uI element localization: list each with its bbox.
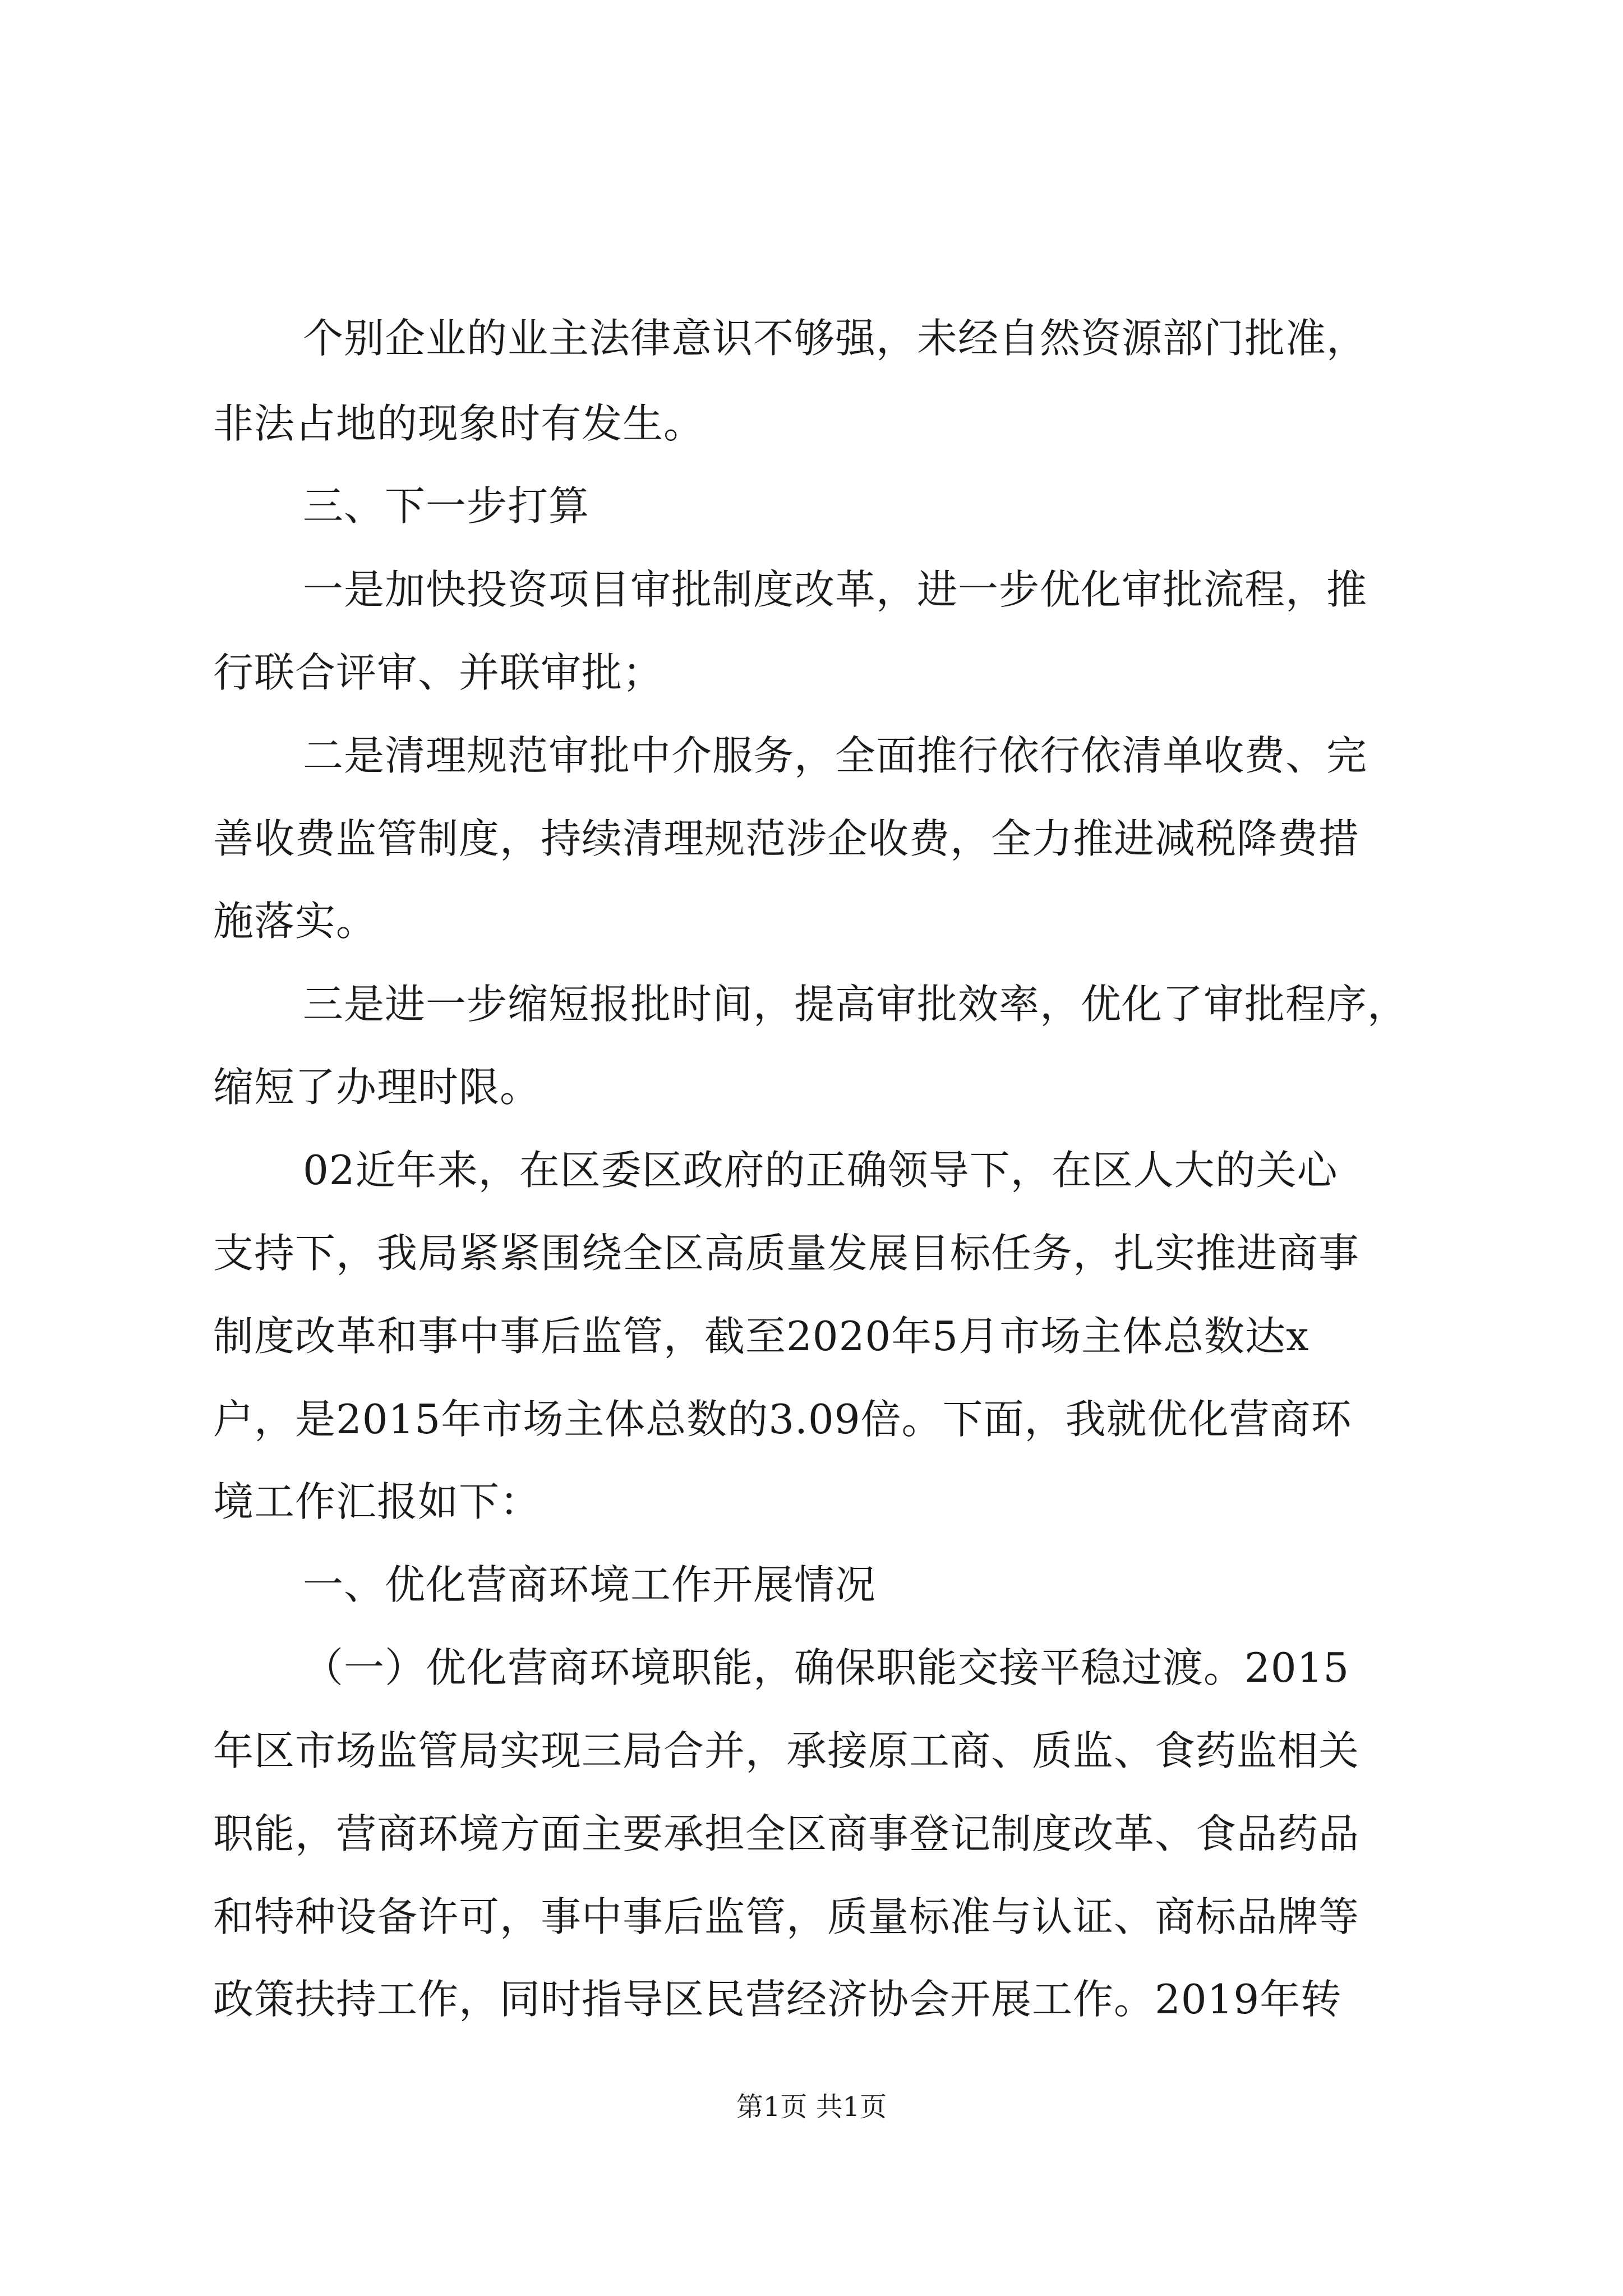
text-line: 三是进一步缩短报批时间，提高审批效率，优化了审批程序， (303, 981, 1409, 1028)
text-line: 支持下，我局紧紧围绕全区高质量发展目标任务，扎实推进商事 (213, 1230, 1360, 1277)
text-line: 缩短了办理时限。 (213, 1064, 541, 1111)
text-line: 02近年来，在区委区政府的正确领导下，在区人大的关心 (303, 1147, 1338, 1194)
text-line: （一）优化营商环境职能，确保职能交接平稳过渡。2015 (303, 1644, 1350, 1691)
text-line: 制度改革和事中事后监管，截至2020年5月市场主体总数达x (213, 1313, 1310, 1360)
page-footer: 第1页 共1页 (736, 2091, 887, 2123)
text-line: 和特种设备许可，事中事后监管，质量标准与认证、商标品牌等 (213, 1893, 1360, 1940)
section-heading: 一、优化营商环境工作开展情况 (303, 1561, 877, 1608)
text-line: 施落实。 (213, 898, 377, 945)
text-line: 境工作汇报如下： (213, 1478, 541, 1525)
text-line: 年区市场监管局实现三局合并，承接原工商、质监、食药监相关 (213, 1727, 1360, 1774)
text-line: 户，是2015年市场主体总数的3.09倍。下面，我就优化营商环 (213, 1396, 1352, 1443)
text-line: 职能，营商环境方面主要承担全区商事登记制度改革、食品药品 (213, 1810, 1360, 1857)
text-line: 行联合评审、并联审批； (213, 649, 664, 696)
section-heading: 三、下一步打算 (303, 482, 590, 530)
text-line: 个别企业的业主法律意识不够强，未经自然资源部门批准， (303, 315, 1368, 362)
text-line: 非法占地的现象时有发生。 (213, 400, 705, 447)
text-line: 一是加快投资项目审批制度改革，进一步优化审批流程，推 (303, 566, 1368, 613)
text-line: 二是清理规范审批中介服务，全面推行依行依清单收费、完 (303, 732, 1368, 779)
text-line: 善收费监管制度，持续清理规范涉企收费，全力推进减税降费措 (213, 815, 1360, 862)
text-line: 政策扶持工作，同时指导区民营经济协会开展工作。2019年转 (213, 1976, 1342, 2023)
